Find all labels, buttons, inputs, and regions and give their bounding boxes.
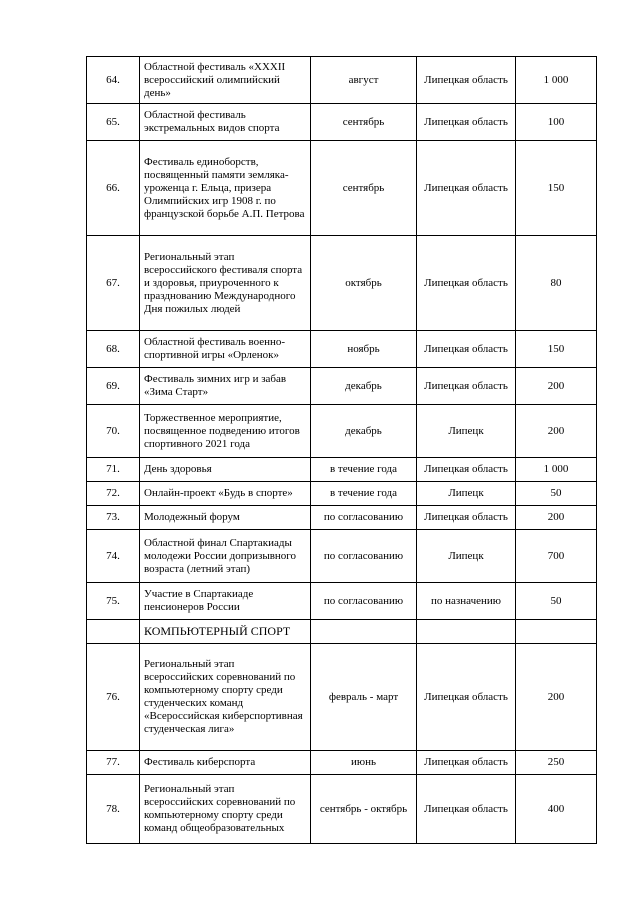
event-name: Областной финал Спартакиады молодежи России допризывного возраста (летний этап) bbox=[140, 530, 311, 583]
event-date: ноябрь bbox=[311, 331, 417, 368]
event-date: август bbox=[311, 57, 417, 104]
participant-count: 150 bbox=[516, 331, 597, 368]
event-place: Липецк bbox=[417, 482, 516, 506]
event-date: декабрь bbox=[311, 368, 417, 405]
participant-count: 400 bbox=[516, 775, 597, 844]
row-number: 75. bbox=[87, 583, 140, 620]
event-date: февраль - март bbox=[311, 644, 417, 751]
event-place: Липецкая область bbox=[417, 331, 516, 368]
event-date: сентябрь bbox=[311, 104, 417, 141]
event-place: Липецкая область bbox=[417, 57, 516, 104]
participant-count bbox=[516, 620, 597, 644]
table-row bbox=[87, 104, 597, 141]
event-name: КОМПЬЮТЕРНЫЙ СПОРТ bbox=[140, 620, 311, 644]
participant-count: 200 bbox=[516, 644, 597, 751]
participant-count: 200 bbox=[516, 405, 597, 458]
section-row bbox=[87, 620, 597, 644]
event-date: по согласованию bbox=[311, 530, 417, 583]
event-date: июнь bbox=[311, 751, 417, 775]
table-row bbox=[87, 530, 597, 583]
event-name: Торжественное мероприятие, посвященное подведению итогов спортивного 2021 года bbox=[140, 405, 311, 458]
row-number: 77. bbox=[87, 751, 140, 775]
event-name: Онлайн-проект «Будь в спорте» bbox=[140, 482, 311, 506]
events-table bbox=[86, 56, 597, 844]
event-place: Липецкая область bbox=[417, 458, 516, 482]
table-row bbox=[87, 236, 597, 331]
table-row bbox=[87, 644, 597, 751]
table-row bbox=[87, 57, 597, 104]
table-row bbox=[87, 405, 597, 458]
event-date: сентябрь bbox=[311, 141, 417, 236]
event-date: по согласованию bbox=[311, 583, 417, 620]
event-place: Липецкая область bbox=[417, 751, 516, 775]
participant-count: 80 bbox=[516, 236, 597, 331]
event-place: Липецк bbox=[417, 405, 516, 458]
event-date: сентябрь - октябрь bbox=[311, 775, 417, 844]
table-row bbox=[87, 775, 597, 844]
event-place: Липецкая область bbox=[417, 236, 516, 331]
event-place: Липецкая область bbox=[417, 775, 516, 844]
event-name: Фестиваль киберспорта bbox=[140, 751, 311, 775]
row-number: 70. bbox=[87, 405, 140, 458]
event-name: Областной фестиваль «XXXII всероссийский олимпийский день» bbox=[140, 57, 311, 104]
event-name: Областной фестиваль военно-спортивной игры «Орленок» bbox=[140, 331, 311, 368]
event-date bbox=[311, 620, 417, 644]
event-date: в течение года bbox=[311, 482, 417, 506]
row-number: 73. bbox=[87, 506, 140, 530]
participant-count: 100 bbox=[516, 104, 597, 141]
row-number: 67. bbox=[87, 236, 140, 331]
event-name: Участие в Спартакиаде пенсионеров России bbox=[140, 583, 311, 620]
event-date: октябрь bbox=[311, 236, 417, 331]
event-place: Липецкая область bbox=[417, 141, 516, 236]
event-name: Региональный этап всероссийских соревнований по компьютерному спорту среди команд общеобразовательных bbox=[140, 775, 311, 844]
table-row bbox=[87, 506, 597, 530]
table-row bbox=[87, 482, 597, 506]
event-place: Липецкая область bbox=[417, 104, 516, 141]
row-number: 71. bbox=[87, 458, 140, 482]
participant-count: 200 bbox=[516, 368, 597, 405]
row-number: 66. bbox=[87, 141, 140, 236]
participant-count: 50 bbox=[516, 482, 597, 506]
event-name: День здоровья bbox=[140, 458, 311, 482]
event-place: Липецкая область bbox=[417, 644, 516, 751]
event-name: Фестиваль единоборств, посвященный памяти земляка-уроженца г. Ельца, призера Олимпийских игр 1908 г. по французской борьбе А.П. Петрова bbox=[140, 141, 311, 236]
table-row bbox=[87, 331, 597, 368]
event-name: Фестиваль зимних игр и забав «Зима Старт» bbox=[140, 368, 311, 405]
row-number: 65. bbox=[87, 104, 140, 141]
row-number: 64. bbox=[87, 57, 140, 104]
event-date: по согласованию bbox=[311, 506, 417, 530]
event-place: Липецк bbox=[417, 530, 516, 583]
event-name: Молодежный форум bbox=[140, 506, 311, 530]
table-row bbox=[87, 141, 597, 236]
row-number: 78. bbox=[87, 775, 140, 844]
events-table-body bbox=[87, 57, 597, 844]
table-row bbox=[87, 751, 597, 775]
table-row bbox=[87, 583, 597, 620]
row-number: 68. bbox=[87, 331, 140, 368]
event-place: Липецкая область bbox=[417, 506, 516, 530]
row-number bbox=[87, 620, 140, 644]
row-number: 76. bbox=[87, 644, 140, 751]
event-place: по назначению bbox=[417, 583, 516, 620]
row-number: 72. bbox=[87, 482, 140, 506]
row-number: 69. bbox=[87, 368, 140, 405]
participant-count: 200 bbox=[516, 506, 597, 530]
event-name: Региональный этап всероссийских соревнований по компьютерному спорту среди студенческих команд «Всероссийская киберспортивная студенческая лига» bbox=[140, 644, 311, 751]
event-name: Региональный этап всероссийского фестиваля спорта и здоровья, приуроченного к празднованию Международного Дня пожилых людей bbox=[140, 236, 311, 331]
event-date: декабрь bbox=[311, 405, 417, 458]
participant-count: 1 000 bbox=[516, 458, 597, 482]
participant-count: 150 bbox=[516, 141, 597, 236]
row-number: 74. bbox=[87, 530, 140, 583]
participant-count: 1 000 bbox=[516, 57, 597, 104]
participant-count: 50 bbox=[516, 583, 597, 620]
event-name: Областной фестиваль экстремальных видов спорта bbox=[140, 104, 311, 141]
event-date: в течение года bbox=[311, 458, 417, 482]
table-row bbox=[87, 458, 597, 482]
table-row bbox=[87, 368, 597, 405]
participant-count: 250 bbox=[516, 751, 597, 775]
participant-count: 700 bbox=[516, 530, 597, 583]
event-place bbox=[417, 620, 516, 644]
event-place: Липецкая область bbox=[417, 368, 516, 405]
